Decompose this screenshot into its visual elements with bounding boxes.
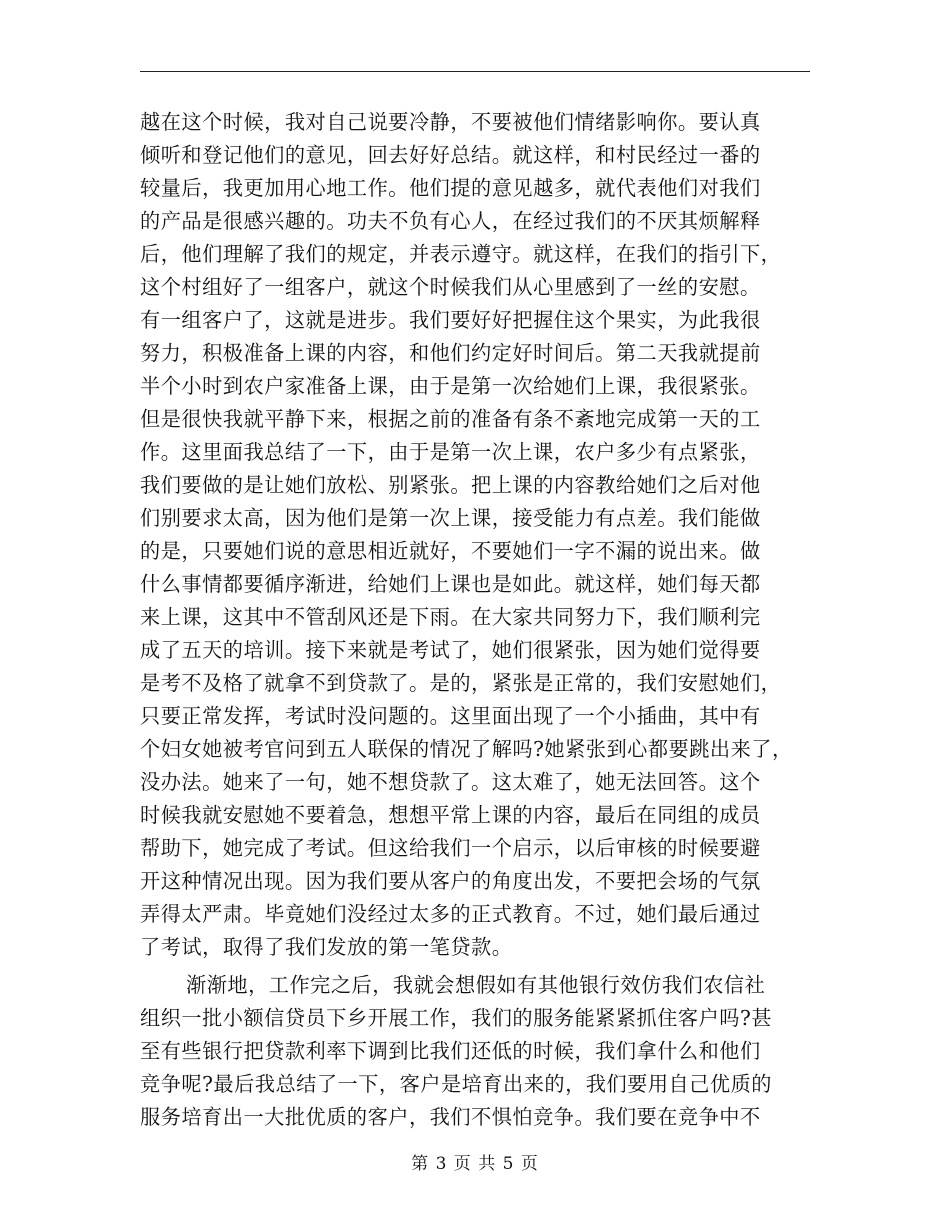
text-line: 这个村组好了一组客户，就这个时候我们从心里感到了一丝的安慰。	[140, 275, 761, 299]
text-line: 越在这个时候，我对自己说要冷静，不要被他们情绪影响你。要认真	[140, 110, 761, 134]
page-number-footer: 第 3 页 共 5 页	[411, 1154, 539, 1174]
text-line: 服务培育出一大批优质的客户，我们不惧怕竞争。我们要在竞争中不	[140, 1105, 761, 1129]
text-line: 后，他们理解了我们的规定，并表示遵守。就这样，在我们的指引下，	[140, 242, 782, 266]
paragraph	[140, 969, 812, 1134]
text-line: 至有些银行把贷款利率下调到比我们还低的时候，我们拿什么和他们	[140, 1039, 761, 1063]
text-line: 个妇女她被考官问到五人联保的情况了解吗?她紧张到心都要跳出来了，	[140, 737, 793, 761]
text-line: 但是很快我就平静下来，根据之前的准备有条不紊地完成第一天的工	[140, 407, 761, 431]
header-rule	[140, 71, 810, 72]
text-line: 的产品是很感兴趣的。功夫不负有心人，在经过我们的不厌其烦解释	[140, 209, 761, 233]
text-line: 作。这里面我总结了一下，由于是第一次上课，农户多少有点紧张，	[140, 440, 761, 464]
text-line: 竞争呢?最后我总结了一下，客户是培育出来的，我们要用自己优质的	[140, 1072, 772, 1096]
text-line: 半个小时到农户家准备上课，由于是第一次给她们上课，我很紧张。	[140, 374, 761, 398]
text-line: 了考试，取得了我们发放的第一笔贷款。	[140, 935, 513, 959]
body-text	[140, 106, 812, 1134]
text-line: 努力，积极准备上课的内容，和他们约定好时间后。第二天我就提前	[140, 341, 761, 365]
text-line: 时候我就安慰她不要着急，想想平常上课的内容，最后在同组的成员	[140, 803, 761, 827]
text-line: 帮助下，她完成了考试。但这给我们一个启示，以后审核的时候要避	[140, 836, 761, 860]
text-line: 组织一批小额信贷员下乡开展工作，我们的服务能紧紧抓住客户吗?甚	[140, 1006, 772, 1030]
text-line: 什么事情都要循序渐进，给她们上课也是如此。就这样，她们每天都	[140, 572, 761, 596]
paragraph	[140, 106, 812, 964]
text-line: 渐渐地，工作完之后，我就会想假如有其他银行效仿我们农信社	[186, 973, 766, 997]
text-line: 只要正常发挥，考试时没问题的。这里面出现了一个小插曲，其中有	[140, 704, 761, 728]
text-line: 们别要求太高，因为他们是第一次上课，接受能力有点差。我们能做	[140, 506, 761, 530]
text-line: 是考不及格了就拿不到贷款了。是的，紧张是正常的，我们安慰她们，	[140, 671, 782, 695]
text-line: 我们要做的是让她们放松、别紧张。把上课的内容教给她们之后对他	[140, 473, 761, 497]
text-line: 有一组客户了，这就是进步。我们要好好把握住这个果实，为此我很	[140, 308, 761, 332]
text-line: 来上课，这其中不管刮风还是下雨。在大家共同努力下，我们顺利完	[140, 605, 761, 629]
text-line: 弄得太严肃。毕竟她们没经过太多的正式教育。不过，她们最后通过	[140, 902, 761, 926]
text-line: 的是，只要她们说的意思相近就好，不要她们一字不漏的说出来。做	[140, 539, 761, 563]
text-line: 倾听和登记他们的意见，回去好好总结。就这样，和村民经过一番的	[140, 143, 761, 167]
text-line: 没办法。她来了一句，她不想贷款了。这太难了，她无法回答。这个	[140, 770, 761, 794]
text-line: 开这种情况出现。因为我们要从客户的角度出发，不要把会场的气氛	[140, 869, 761, 893]
text-line: 成了五天的培训。接下来就是考试了，她们很紧张，因为她们觉得要	[140, 638, 761, 662]
text-line: 较量后，我更加用心地工作。他们提的意见越多，就代表他们对我们	[140, 176, 761, 200]
